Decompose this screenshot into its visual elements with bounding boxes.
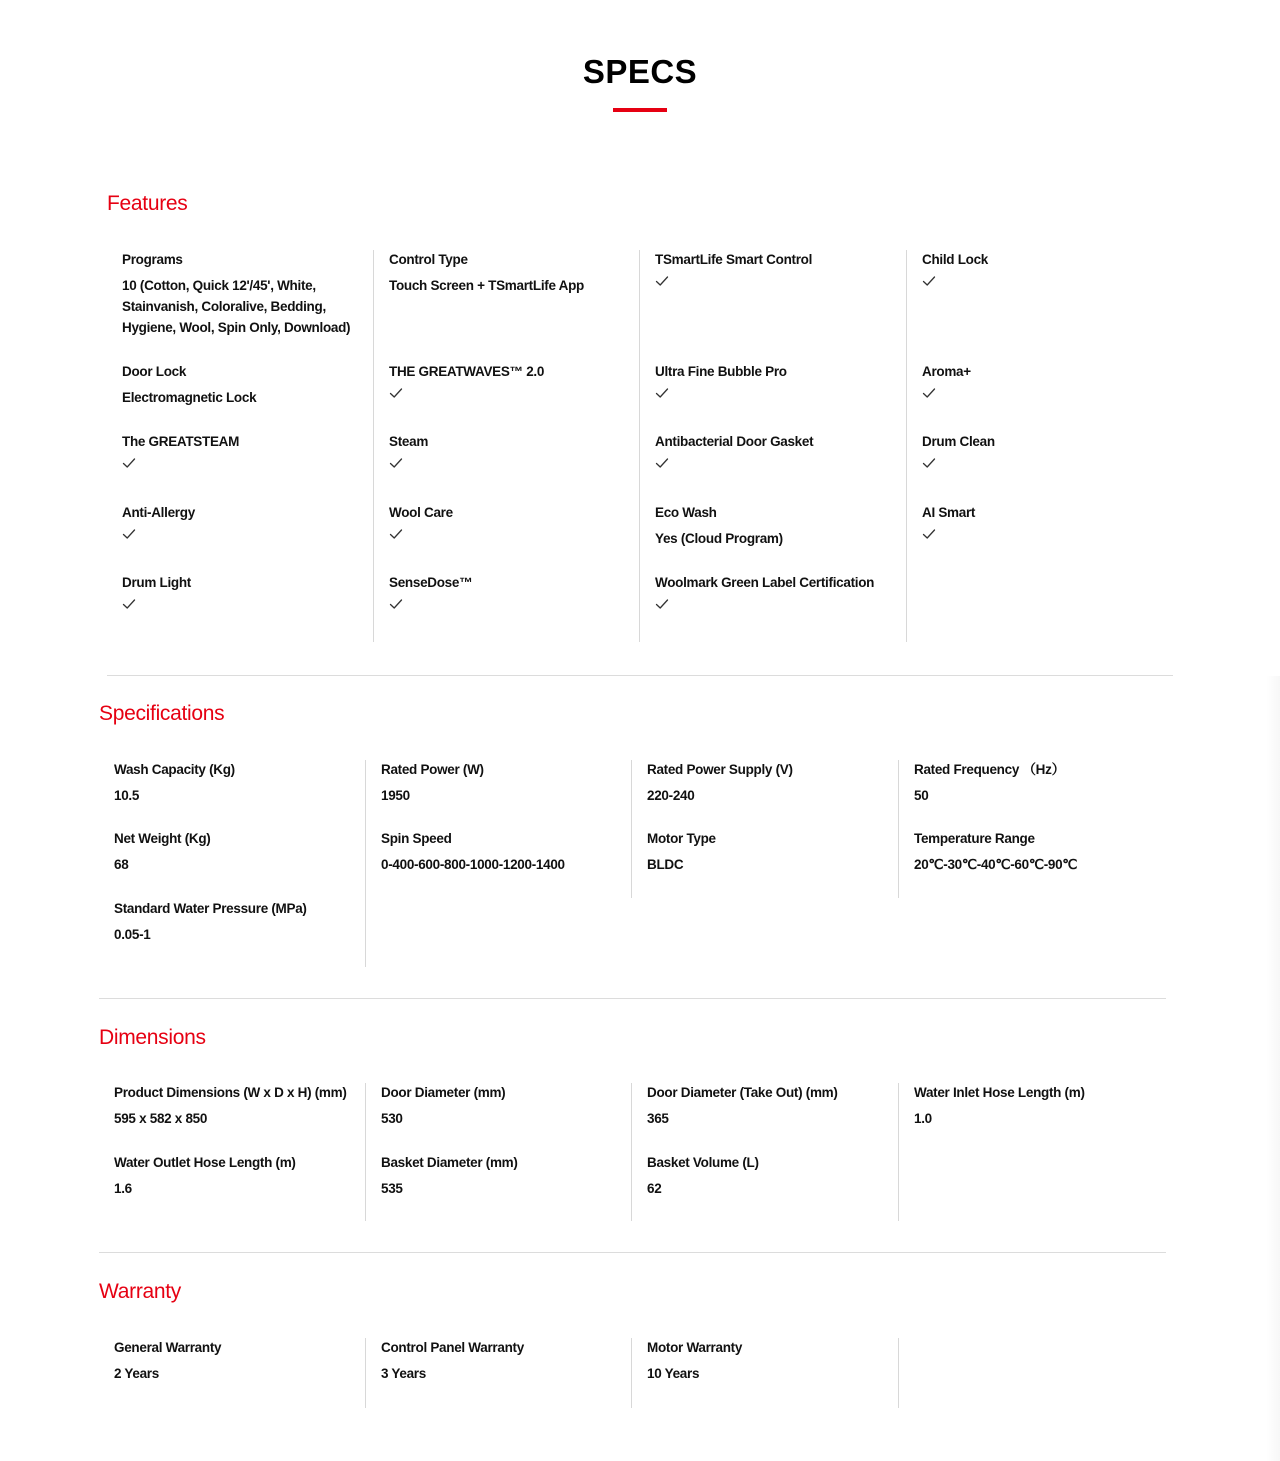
spec-label: Basket Diameter (mm) bbox=[381, 1155, 518, 1170]
warranty-column-4 bbox=[898, 1338, 1164, 1408]
spec-value: 10.5 bbox=[114, 788, 140, 803]
spec-value: 2 Years bbox=[114, 1366, 159, 1381]
specifications-column-4 bbox=[898, 760, 1164, 898]
features-column-1 bbox=[107, 250, 373, 642]
spec-item-child-lock bbox=[922, 250, 1172, 295]
spec-label: Motor Warranty bbox=[647, 1340, 743, 1355]
spec-label: Aroma+ bbox=[922, 364, 971, 379]
spec-item-motor-type bbox=[647, 829, 897, 875]
spec-value: 50 bbox=[914, 788, 929, 803]
spec-label: Wash Capacity (Kg) bbox=[114, 762, 235, 777]
spec-value: Yes (Cloud Program) bbox=[655, 531, 783, 546]
checkmark-icon bbox=[389, 387, 639, 407]
spec-item-basket-diameter-mm bbox=[381, 1153, 631, 1199]
spec-item-programs bbox=[122, 250, 373, 338]
page-edge-shadow bbox=[1266, 676, 1280, 1461]
spec-label: Eco Wash bbox=[655, 505, 717, 520]
spec-label: Door Lock bbox=[122, 364, 187, 379]
checkmark-icon bbox=[389, 457, 639, 477]
spec-label: Water Inlet Hose Length (m) bbox=[914, 1085, 1085, 1100]
checkmark-icon bbox=[389, 528, 639, 548]
spec-label: Programs bbox=[122, 252, 183, 267]
spec-value: 10 Years bbox=[647, 1366, 700, 1381]
spec-item-drum-light bbox=[122, 573, 373, 618]
features-column-2 bbox=[373, 250, 639, 642]
spec-label: Wool Care bbox=[389, 505, 453, 520]
spec-label: Standard Water Pressure (MPa) bbox=[114, 901, 307, 916]
warranty-column-2 bbox=[365, 1338, 631, 1408]
spec-label: Drum Light bbox=[122, 575, 191, 590]
spec-item-water-inlet-hose-length-m bbox=[914, 1083, 1164, 1129]
spec-value: 62 bbox=[647, 1181, 662, 1196]
spec-item-motor-warranty bbox=[647, 1338, 897, 1384]
spec-item-wash-capacity-kg bbox=[114, 760, 365, 806]
spec-item-rated-power-supply-v bbox=[647, 760, 897, 806]
spec-item-tsmartlife-smart-control bbox=[655, 250, 905, 295]
spec-value: 1.0 bbox=[914, 1111, 932, 1126]
spec-label: Drum Clean bbox=[922, 434, 995, 449]
spec-value: 10 (Cotton, Quick 12'/45', White, Stainvanish, Coloralive, Bedding, Hygiene, Wool, Spin Only, Download) bbox=[122, 278, 351, 335]
checkmark-icon bbox=[122, 457, 373, 477]
spec-label: Temperature Range bbox=[914, 831, 1035, 846]
checkmark-icon bbox=[122, 598, 373, 618]
spec-label: SenseDose™ bbox=[389, 575, 473, 590]
spec-item-spin-speed bbox=[381, 829, 631, 875]
spec-label: Control Panel Warranty bbox=[381, 1340, 524, 1355]
spec-value: 20℃-30℃-40℃-60℃-90℃ bbox=[914, 857, 1078, 872]
features-column-3 bbox=[639, 250, 905, 642]
checkmark-icon bbox=[922, 275, 1172, 295]
specifications-divider bbox=[99, 998, 1166, 999]
dimensions-column-2 bbox=[365, 1083, 631, 1221]
dimensions-section bbox=[99, 1024, 1166, 1224]
warranty-section bbox=[99, 1278, 1166, 1418]
spec-value: 68 bbox=[114, 857, 129, 872]
spec-value: Touch Screen + TSmartLife App bbox=[389, 278, 584, 293]
spec-value: 530 bbox=[381, 1111, 403, 1126]
spec-value: 1.6 bbox=[114, 1181, 132, 1196]
spec-item-drum-clean bbox=[922, 432, 1172, 477]
spec-label: AI Smart bbox=[922, 505, 976, 520]
spec-value: Electromagnetic Lock bbox=[122, 390, 257, 405]
dimensions-title: Dimensions bbox=[99, 1026, 206, 1049]
checkmark-icon bbox=[655, 598, 905, 618]
specifications-column-1 bbox=[99, 760, 365, 967]
spec-label: Rated Power Supply (V) bbox=[647, 762, 793, 777]
checkmark-icon bbox=[389, 598, 639, 618]
checkmark-icon bbox=[655, 457, 905, 477]
spec-item-woolmark-green-label-certification bbox=[655, 573, 905, 618]
spec-item-ultra-fine-bubble-pro bbox=[655, 362, 905, 407]
spec-label: Spin Speed bbox=[381, 831, 452, 846]
features-column-4 bbox=[906, 250, 1172, 642]
specifications-column-3 bbox=[631, 760, 897, 898]
spec-item-net-weight-kg bbox=[114, 829, 365, 875]
spec-label: Anti-Allergy bbox=[122, 505, 195, 520]
spec-value: 595 x 582 x 850 bbox=[114, 1111, 208, 1126]
spec-item-door-diameter-take-out-mm bbox=[647, 1083, 897, 1129]
spec-item-control-panel-warranty bbox=[381, 1338, 631, 1384]
spec-value: BLDC bbox=[647, 857, 684, 872]
spec-item-temperature-range bbox=[914, 829, 1164, 875]
spec-value: 0.05-1 bbox=[114, 927, 151, 942]
dimensions-column-3 bbox=[631, 1083, 897, 1221]
spec-label: Child Lock bbox=[922, 252, 989, 267]
title-underline bbox=[613, 108, 667, 112]
warranty-column-3 bbox=[631, 1338, 897, 1408]
spec-value: 1950 bbox=[381, 788, 410, 803]
spec-item-control-type bbox=[389, 250, 639, 296]
spec-label: Woolmark Green Label Certification bbox=[655, 575, 875, 590]
checkmark-icon bbox=[655, 387, 905, 407]
dimensions-divider bbox=[99, 1252, 1166, 1253]
spec-label: Rated Frequency （Hz） bbox=[914, 762, 1065, 777]
spec-item-sensedose bbox=[389, 573, 639, 618]
spec-value: 3 Years bbox=[381, 1366, 426, 1381]
spec-value: 0-400-600-800-1000-1200-1400 bbox=[381, 857, 565, 872]
spec-label: Product Dimensions (W x D x H) (mm) bbox=[114, 1085, 347, 1100]
features-divider bbox=[107, 675, 1173, 676]
spec-item-basket-volume-l bbox=[647, 1153, 897, 1199]
spec-item-product-dimensions-w-x-d-x-h-mm bbox=[114, 1083, 365, 1129]
spec-item-door-diameter-mm bbox=[381, 1083, 631, 1129]
spec-label: Door Diameter (Take Out) (mm) bbox=[647, 1085, 838, 1100]
checkmark-icon bbox=[922, 387, 1172, 407]
spec-label: Control Type bbox=[389, 252, 468, 267]
page-title: SPECS bbox=[582, 53, 698, 90]
spec-item-ai-smart bbox=[922, 503, 1172, 548]
spec-item-antibacterial-door-gasket bbox=[655, 432, 905, 477]
specifications-title: Specifications bbox=[99, 702, 225, 725]
spec-item-the-greatwaves-2-0 bbox=[389, 362, 639, 407]
checkmark-icon bbox=[122, 528, 373, 548]
spec-label: Basket Volume (L) bbox=[647, 1155, 759, 1170]
specifications-column-2 bbox=[365, 760, 631, 967]
spec-label: Ultra Fine Bubble Pro bbox=[655, 364, 787, 379]
dimensions-column-1 bbox=[99, 1083, 365, 1221]
spec-item-eco-wash bbox=[655, 503, 905, 549]
spec-item-wool-care bbox=[389, 503, 639, 548]
spec-item-steam bbox=[389, 432, 639, 477]
features-title: Features bbox=[107, 192, 188, 215]
spec-item-aroma bbox=[922, 362, 1172, 407]
spec-value: 535 bbox=[381, 1181, 403, 1196]
spec-item-general-warranty bbox=[114, 1338, 365, 1384]
spec-label: THE GREATWAVES™ 2.0 bbox=[389, 364, 545, 379]
spec-label: Motor Type bbox=[647, 831, 716, 846]
spec-label: The GREATSTEAM bbox=[122, 434, 240, 449]
spec-item-door-lock bbox=[122, 362, 373, 408]
features-section bbox=[107, 190, 1173, 645]
spec-label: General Warranty bbox=[114, 1340, 222, 1355]
spec-value: 220-240 bbox=[647, 788, 695, 803]
spec-label: Door Diameter (mm) bbox=[381, 1085, 506, 1100]
spec-item-rated-power-w bbox=[381, 760, 631, 806]
spec-label: Steam bbox=[389, 434, 429, 449]
specifications-section bbox=[99, 700, 1166, 970]
spec-item-rated-frequency-hz bbox=[914, 760, 1164, 806]
spec-value: 365 bbox=[647, 1111, 669, 1126]
dimensions-column-4 bbox=[898, 1083, 1164, 1221]
checkmark-icon bbox=[922, 457, 1172, 477]
spec-label: Net Weight (Kg) bbox=[114, 831, 211, 846]
spec-label: Water Outlet Hose Length (m) bbox=[114, 1155, 296, 1170]
checkmark-icon bbox=[655, 275, 905, 295]
spec-label: Rated Power (W) bbox=[381, 762, 484, 777]
spec-item-anti-allergy bbox=[122, 503, 373, 548]
spec-item-water-outlet-hose-length-m bbox=[114, 1153, 365, 1199]
spec-label: TSmartLife Smart Control bbox=[655, 252, 813, 267]
warranty-title: Warranty bbox=[99, 1280, 181, 1303]
spec-item-the-greatsteam bbox=[122, 432, 373, 477]
spec-label: Antibacterial Door Gasket bbox=[655, 434, 814, 449]
spec-item-standard-water-pressure-mpa bbox=[114, 899, 365, 945]
checkmark-icon bbox=[922, 528, 1172, 548]
warranty-column-1 bbox=[99, 1338, 365, 1408]
